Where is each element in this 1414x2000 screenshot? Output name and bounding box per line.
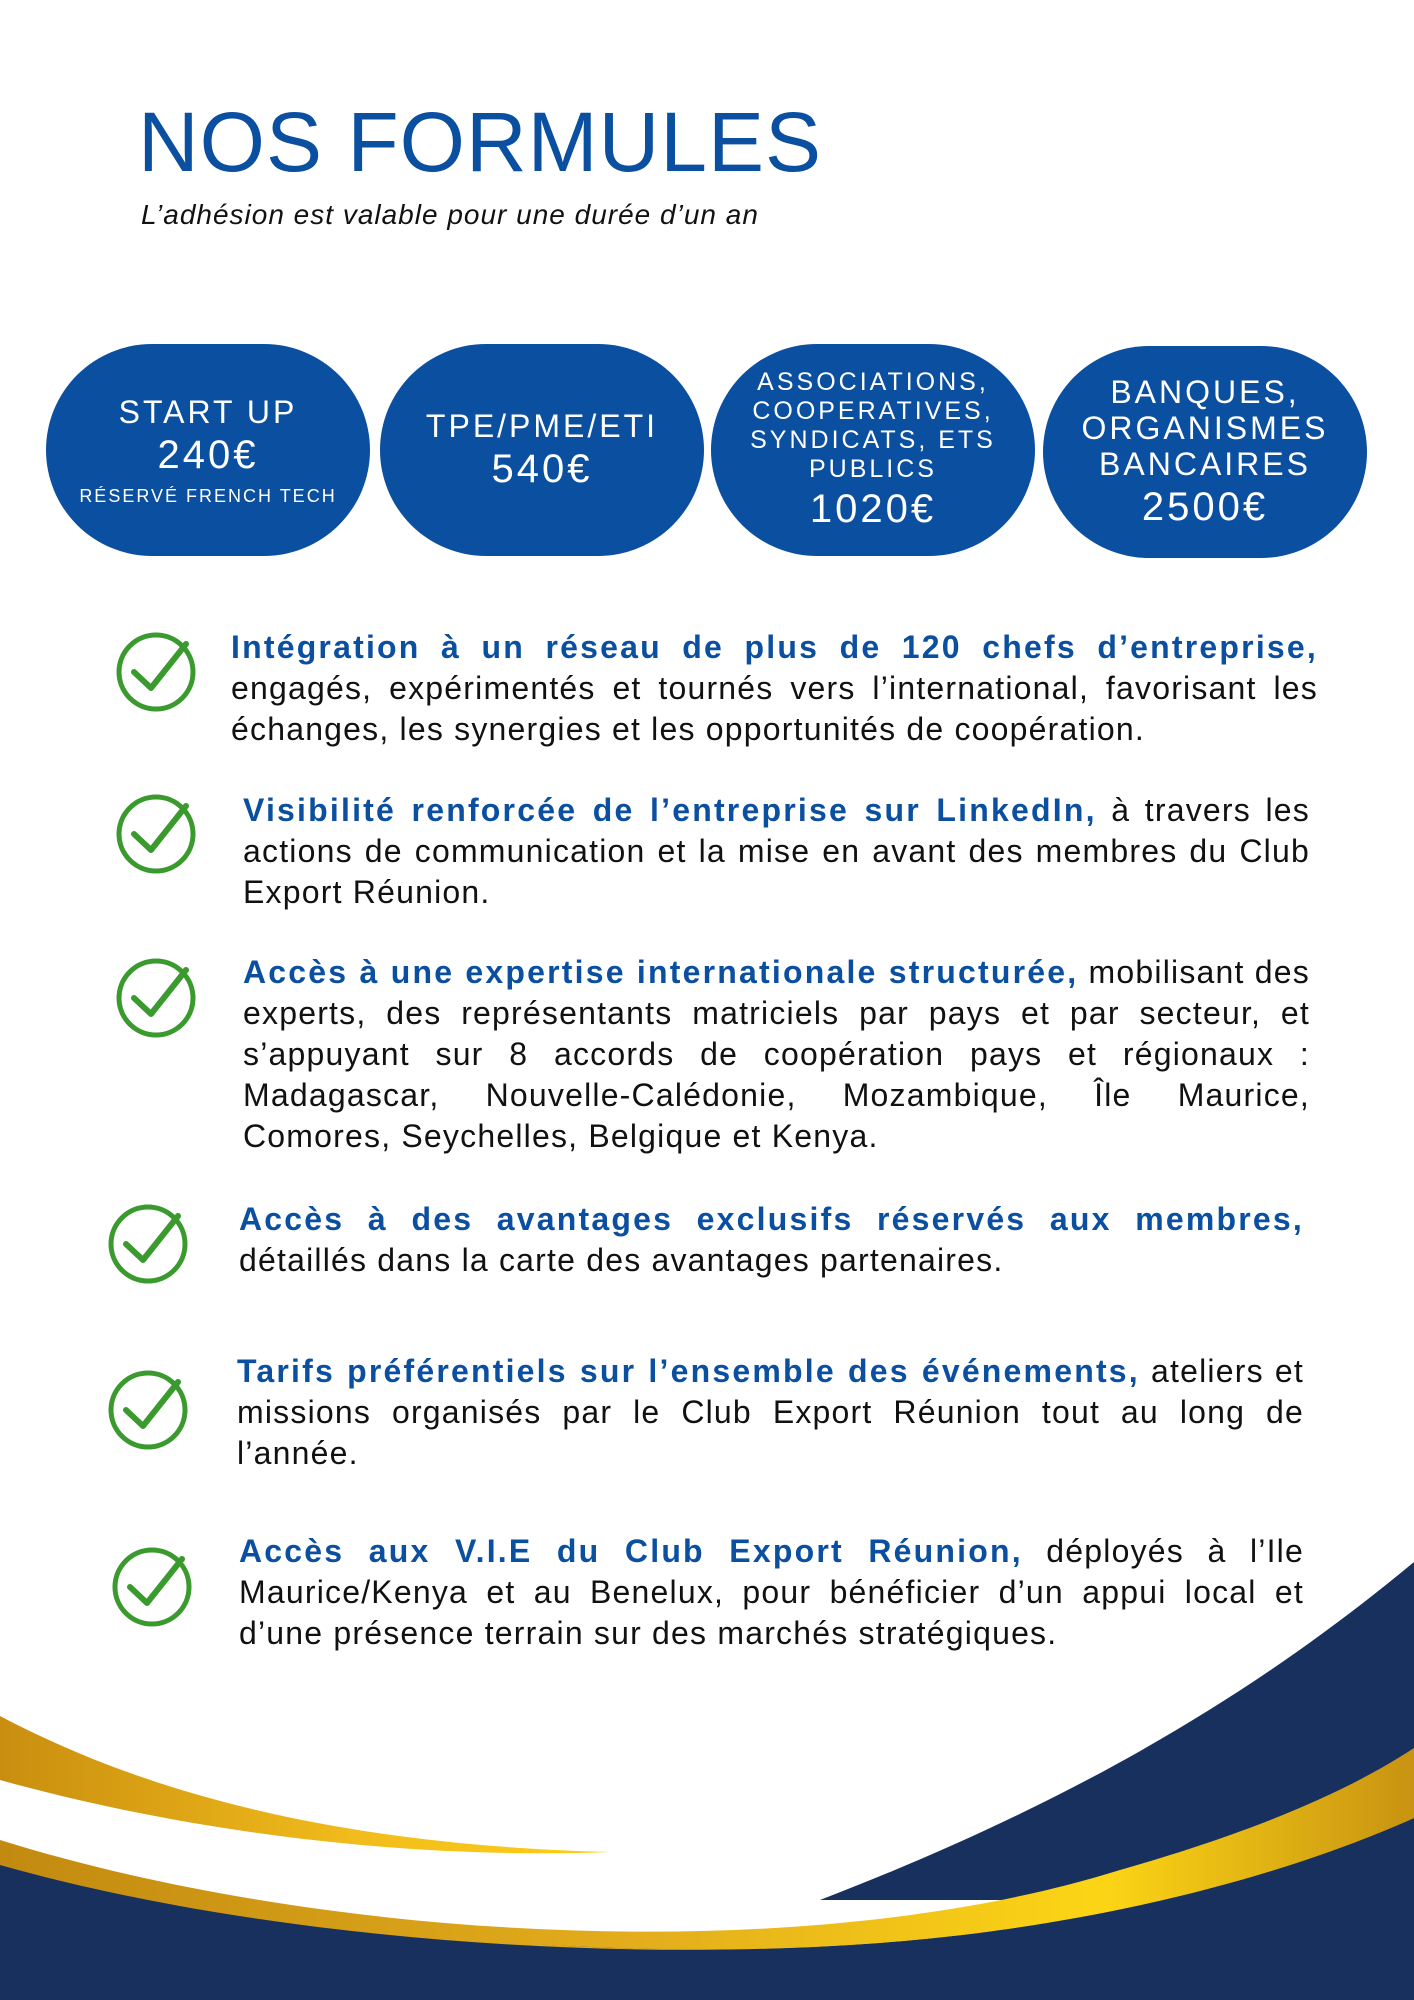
- plan-associations: [711, 344, 1035, 556]
- plan-start-up: [46, 344, 370, 556]
- feature-detail: à travers les actions de communication et la mise en avant des membres du Club Export Réunion.: [243, 792, 1310, 910]
- feature-detail: détaillés dans la carte des avantages partenaires.: [239, 1242, 1004, 1278]
- check-circle-icon: [114, 630, 198, 714]
- feature-detail: déployés à l’Ile Maurice/Kenya et au Benelux, pour bénéficier d’un appui local et d’une présence terrain sur des marchés stratégiques.: [239, 1533, 1304, 1651]
- plan-name: BANQUES, ORGANISMES BANCAIRES: [1081, 374, 1329, 482]
- check-circle-icon: [114, 792, 198, 876]
- plan-name: TPE/PME/ETI: [425, 408, 659, 444]
- plan-price: 1020€: [809, 487, 937, 531]
- page-title: NOS FORMULES: [138, 95, 823, 189]
- plan-banques: [1043, 346, 1367, 558]
- page-subtitle: L’adhésion est valable pour une durée d’un an: [141, 199, 759, 230]
- feature-expertise: [243, 952, 1310, 1157]
- feature-network: [231, 627, 1318, 750]
- feature-detail: mobilisant des experts, des représentants matriciels par pays et par secteur, et s’appuyant sur 8 accords de coopération pays et régionaux : Madagascar, Nouvelle-Calédonie, Mozambique, Île Maurice, Comores, Seychelles, Belgique et Kenya.: [243, 954, 1311, 1154]
- feature-highlight: Accès aux V.I.E du Club Export Réunion,: [239, 1533, 1023, 1569]
- plan-tpe-pme-eti: [380, 344, 704, 556]
- plan-name: START UP: [118, 393, 298, 430]
- plan-price: 2500€: [1141, 485, 1269, 529]
- check-circle-icon: [114, 956, 198, 1040]
- plan-name: ASSOCIATIONS, COOPERATIVES, SYNDICATS, ETS PUBLICS: [750, 368, 996, 483]
- plan-price: 540€: [491, 447, 593, 491]
- feature-detail: engagés, expérimentés et tournés vers l’international, favorisant les échanges, les synergies et les opportunités de coopération.: [231, 670, 1318, 747]
- feature-highlight: Visibilité renforcée de l’entreprise sur LinkedIn,: [243, 792, 1097, 828]
- feature-highlight: Tarifs préférentiels sur l’ensemble des événements,: [237, 1353, 1140, 1389]
- check-circle-icon: [106, 1368, 190, 1452]
- check-circle-icon: [106, 1202, 190, 1286]
- feature-detail: ateliers et missions organisés par le Club Export Réunion tout au long de l’année.: [237, 1353, 1305, 1471]
- plan-price: 240€: [157, 432, 259, 477]
- feature-highlight: Accès à une expertise internationale structurée,: [243, 954, 1079, 990]
- feature-highlight: Accès à des avantages exclusifs réservés aux membres,: [239, 1201, 1304, 1237]
- decorative-wave: [0, 1500, 1414, 2000]
- plan-note: RÉSERVÉ FRENCH TECH: [79, 485, 337, 506]
- feature-events: [237, 1351, 1304, 1474]
- feature-advantages: [239, 1199, 1304, 1281]
- feature-linkedin: [243, 790, 1310, 913]
- feature-highlight: Intégration à un réseau de plus de 120 chefs d’entreprise,: [231, 629, 1318, 665]
